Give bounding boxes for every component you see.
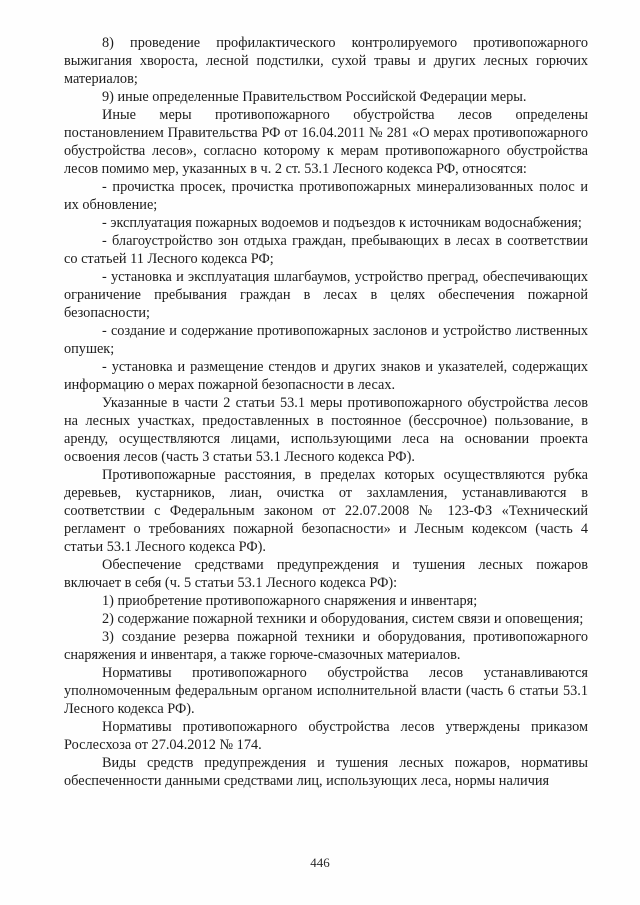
paragraph-distances: Противопожарные расстояния, в пределах которых осуществляются рубка деревьев, кустарников, лиан, очистка от захламления, устанавливаются в соответствии с Федеральным законом от 22.07.2008 № 123-ФЗ «Технический регламент о требованиях пожарной безопасности» и Лесным кодексом (часть 4 статьи 53.1 Лесного кодекса РФ).: [64, 467, 588, 555]
list-item: - прочистка просек, прочистка противопожарных минерализованных полос и их обновление;: [64, 179, 588, 213]
paragraph-norms-authority: Нормативы противопожарного обустройства лесов устанавливаются уполномоченным федеральным органом исполнительной власти (часть 6 статьи 53.1 Лесного кодекса РФ).: [64, 665, 588, 717]
paragraph-part-2: Указанные в части 2 статьи 53.1 меры противопожарного обустройства лесов на лесных участках, предоставленных в постоянное (бессрочное) пользование, в аренду, осуществляются лицами, использующими леса на основании проекта освоения лесов (часть 3 статьи 53.1 Лесного кодекса РФ).: [64, 395, 588, 465]
list-item: 3) создание резерва пожарной техники и оборудования, противопожарного снаряжения и инвентаря, а также горюче-смазочных материалов.: [64, 629, 588, 663]
body-text: [64, 34, 588, 790]
list-item: 2) содержание пожарной техники и оборудования, систем связи и оповещения;: [102, 611, 584, 627]
paragraph-means-provision: Обеспечение средствами предупреждения и тушения лесных пожаров включает в себя (ч. 5 статьи 53.1 Лесного кодекса РФ):: [64, 557, 588, 591]
list-item: - установка и размещение стендов и других знаков и указателей, содержащих информацию о мерах пожарной безопасности в лесах.: [64, 359, 588, 393]
list-item: - благоустройство зон отдыха граждан, пребывающих в лесах в соответствии со статьей 11 Лесного кодекса РФ;: [64, 233, 588, 267]
paragraph-other-measures: Иные меры противопожарного обустройства лесов определены постановлением Правительства РФ от 16.04.2011 № 281 «О мерах противопожарного обустройства лесов», согласно которому к мерам противопожарного обустройства лесов помимо мер, указанных в ч. 2 ст. 53.1 Лесного кодекса РФ, относятся:: [64, 107, 588, 177]
paragraph-item-8: 8) проведение профилактического контролируемого противопожарного выжигания хвороста, лесной подстилки, сухой травы и других лесных горючих материалов;: [64, 35, 588, 87]
list-item: - эксплуатация пожарных водоемов и подъездов к источникам водоснабжения;: [102, 215, 582, 231]
page-number: 446: [310, 855, 330, 870]
paragraph-norms-order: Нормативы противопожарного обустройства лесов утверждены приказом Рослесхоза от 27.04.2012 № 174.: [64, 719, 588, 753]
list-item: 1) приобретение противопожарного снаряжения и инвентаря;: [102, 593, 478, 609]
list-item: - установка и эксплуатация шлагбаумов, устройство преград, обеспечивающих ограничение пребывания граждан в лесах в целях обеспечения пожарной безопасности;: [64, 269, 588, 321]
paragraph-item-9: 9) иные определенные Правительством Российской Федерации меры.: [102, 89, 527, 105]
list-item: - создание и содержание противопожарных заслонов и устройство лиственных опушек;: [64, 323, 588, 357]
paragraph-types-of-means: Виды средств предупреждения и тушения лесных пожаров, нормативы обеспеченности данными средствами лиц, использующих леса, нормы наличия: [64, 755, 588, 789]
